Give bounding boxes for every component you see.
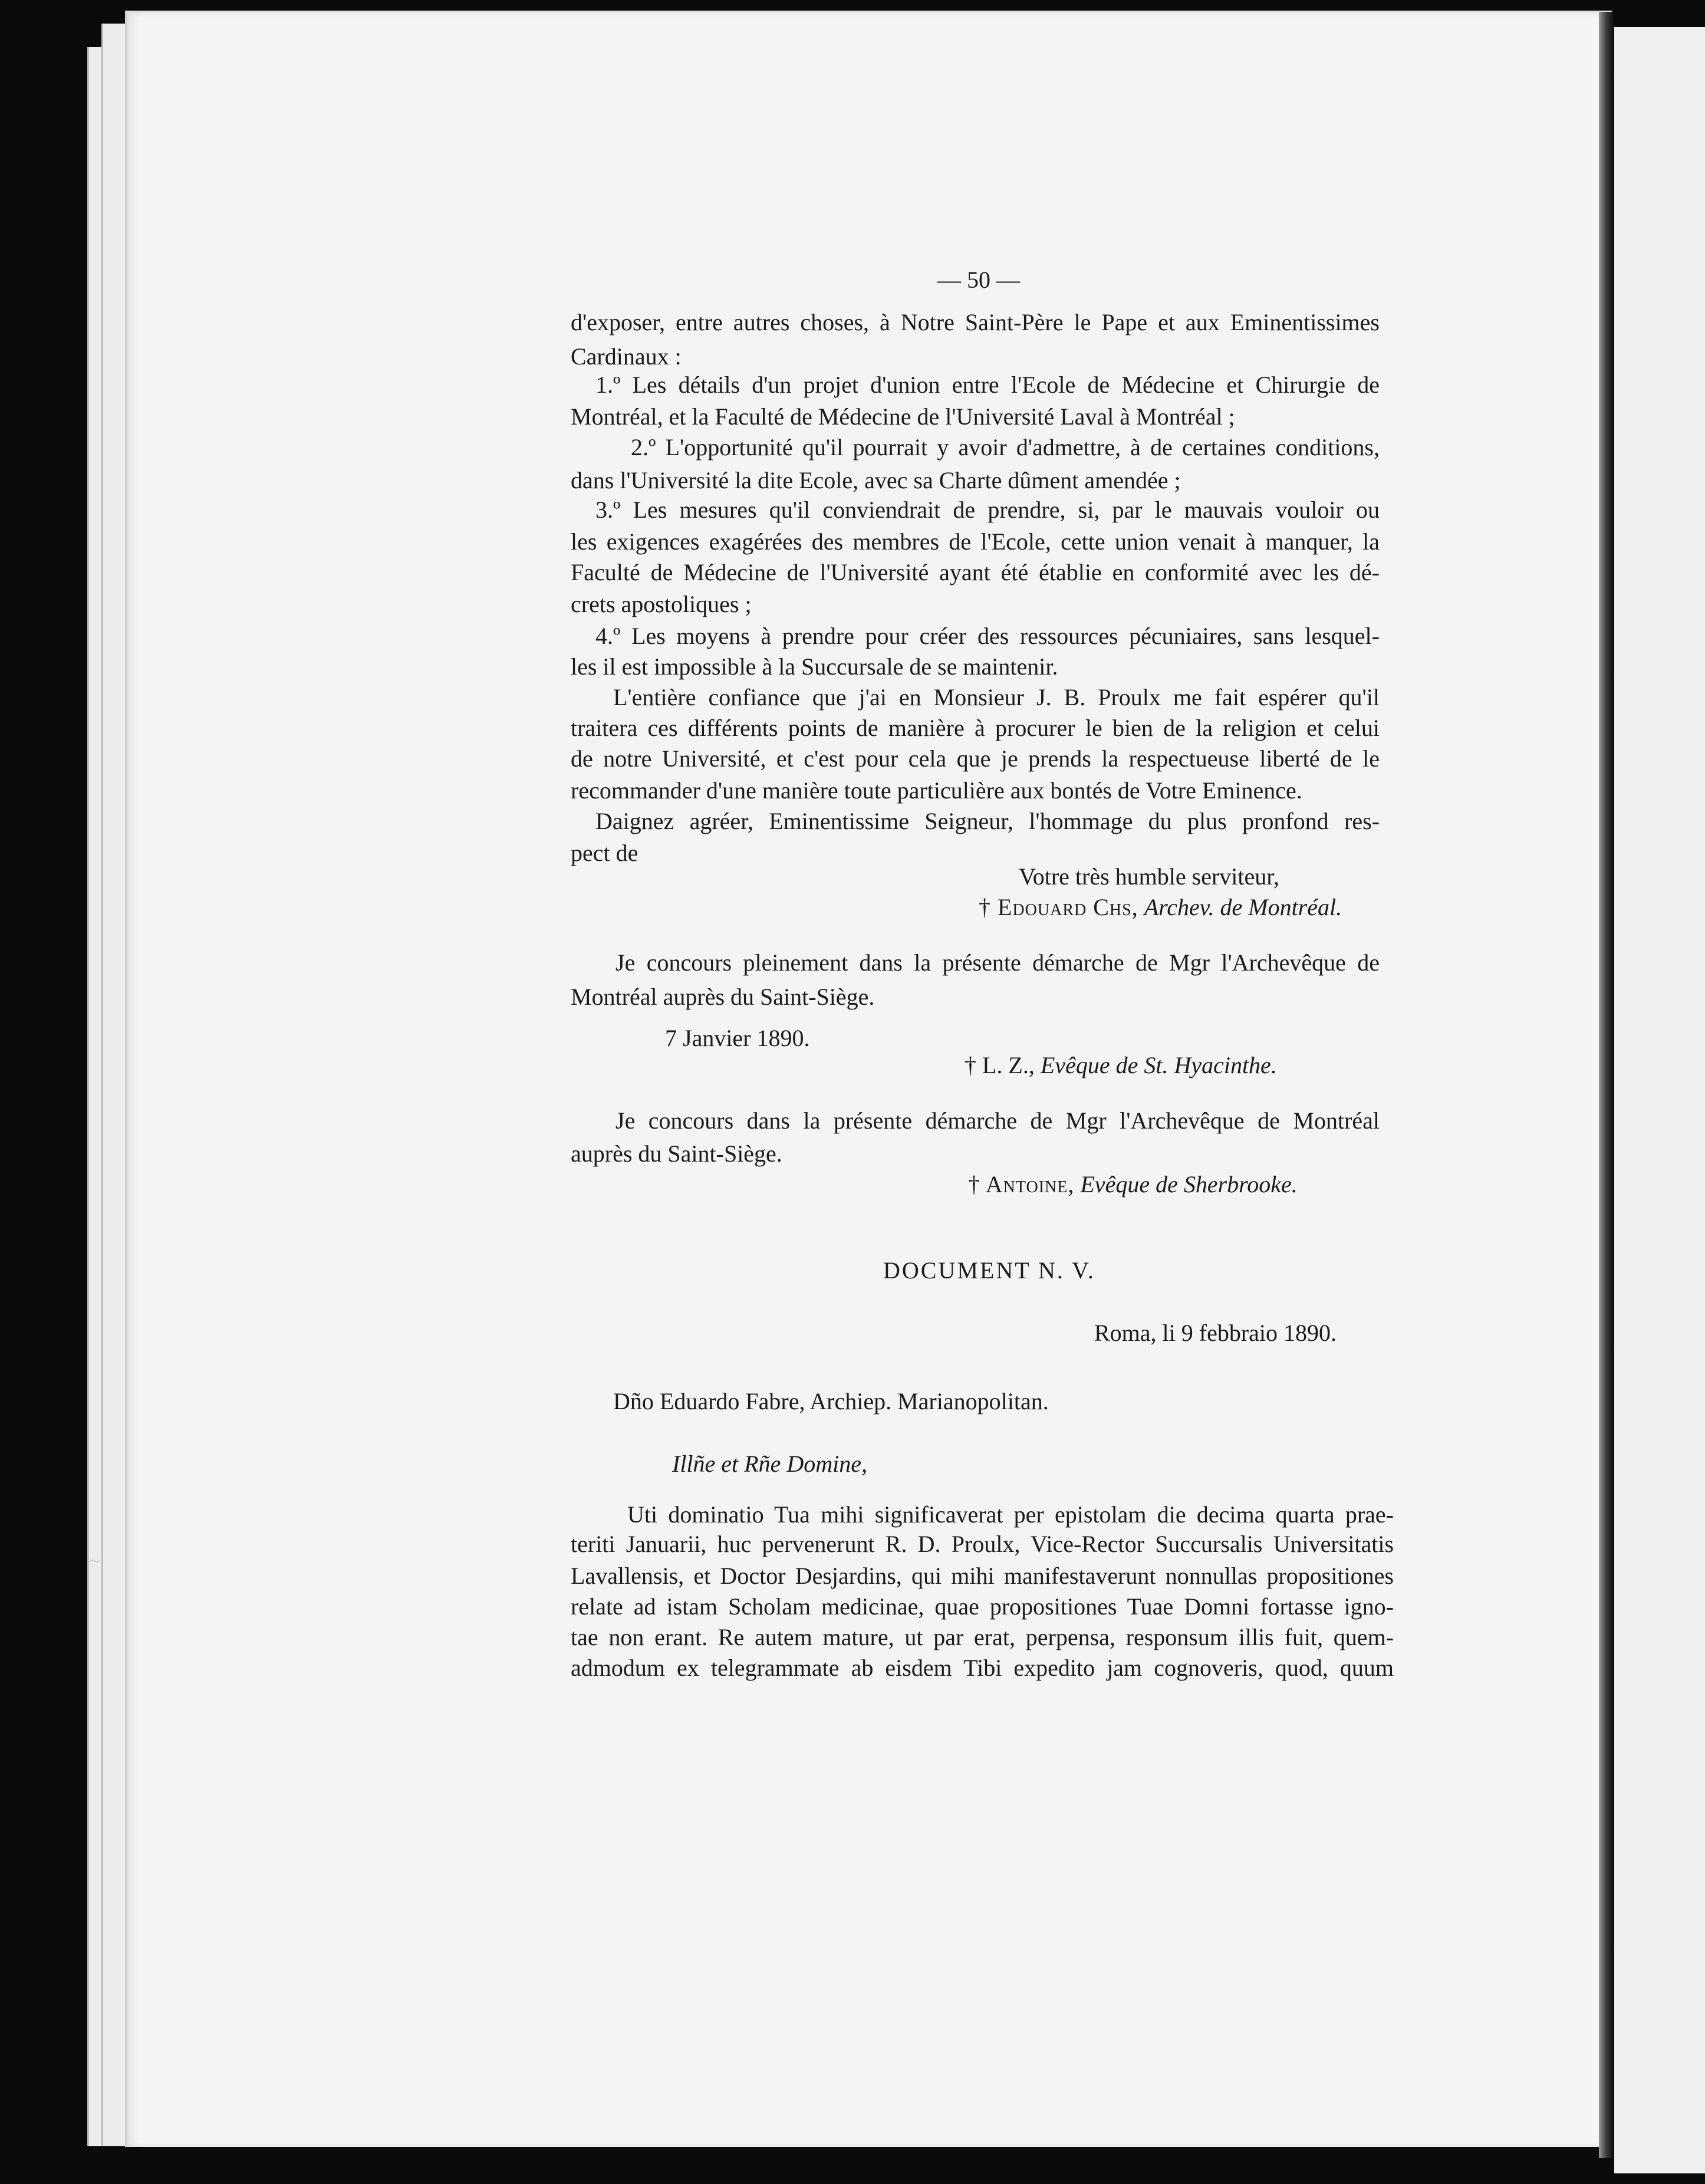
gutter-shadow [1599,12,1614,2158]
text-line: L'entière confiance que j'ai en Monsieur J. B. Proulx me fait espérer qu'il [613,684,1380,711]
text-line: teriti Januarii, huc pervenerunt R. D. Proulx, Vice-Rector Succursalis Universitatis [571,1531,1394,1557]
text-line: de notre Université, et c'est pour cela que je prends la respectueuse liberté de le [571,745,1380,772]
margin-mark: ∼ [87,1551,103,1571]
signature-title: Evêque de St. Hyacinthe. [1040,1052,1277,1078]
text-line: crets apostoliques ; [571,591,752,617]
signature-name: † Edouard Chs, [979,894,1138,920]
text-line: tae non erant. Re autem mature, ut par erat, perpensa, responsum illis fuit, quem- [571,1624,1394,1650]
text-line: traitera ces différents points de manière à procurer le bien de la religion et celui [571,715,1380,741]
text-line: auprès du Saint-Siège. [571,1140,782,1167]
text-line: les il est impossible à la Succursale de se maintenir. [571,653,1058,680]
text-line: 4.º Les moyens à prendre pour créer des ressources pécuniaires, sans lesquel- [595,623,1380,649]
signature-title: Evêque de Sherbrooke. [1080,1171,1298,1198]
concurrence-date: 7 Janvier 1890. [665,1025,810,1051]
text-line: 3.º Les mesures qu'il conviendrait de prendre, si, par le mauvais vouloir ou [595,496,1380,523]
text-line: Je concours pleinement dans la présente démarche de Mgr l'Archevêque de [615,949,1380,976]
text-line: Je concours dans la présente démarche de Mgr l'Archevêque de Montréal [615,1107,1380,1134]
text-line: 2.º L'opportunité qu'il pourrait y avoir d'admettre, à de certaines conditions, [631,434,1380,461]
text-line: admodum ex telegrammate ab eisdem Tibi expedito jam cognoveris, quod, quum [571,1655,1394,1681]
concurrence-signature [968,1169,1298,1200]
document-heading: DOCUMENT N. V. [883,1257,1095,1284]
page-number: — 50 — [937,267,1020,293]
text-line: Cardinaux : [571,343,682,370]
text-line: relate ad istam Scholam medicinae, quae propositiones Tuae Domni fortasse igno- [571,1593,1394,1620]
facing-page-edge [1614,27,1705,2173]
signature-name: † Antoine, [968,1171,1075,1198]
concurrence-signature [965,1050,1277,1081]
text-line: Daignez agréer, Eminentissime Seigneur, l'hommage du plus pronfond res- [595,808,1380,834]
text-line: Uti dominatio Tua mihi significaverat per epistolam die decima quarta prae- [627,1501,1394,1528]
text-line: dans l'Université la dite Ecole, avec sa Charte dûment amendée ; [571,467,1181,494]
underlying-page-mid [101,24,127,2146]
text-line: d'exposer, entre autres choses, à Notre Saint-Père le Pape et aux Eminentissimes [571,309,1380,336]
text-line: recommander d'une manière toute particulière aux bontés de Votre Eminence. [571,777,1302,804]
document-salutation: Illñe et Rñe Domine, [672,1450,867,1477]
text-line: les exigences exagérées des membres de l'Ecole, cette union venait à manquer, la [571,528,1380,555]
letter-closing: Votre très humble serviteur, [1019,863,1279,890]
text-line: Lavallensis, et Doctor Desjardins, qui mihi manifestaverunt nonnullas propositiones [571,1563,1394,1589]
text-line: Faculté de Médecine de l'Université ayant été établie en conformité avec les dé- [571,559,1380,586]
document-addressee: Dño Eduardo Fabre, Archiep. Marianopolitan. [613,1388,1049,1415]
text-line: pect de [571,840,638,866]
document-dateline: Roma, li 9 febbraio 1890. [1094,1320,1337,1346]
signature-name: † L. Z., [965,1052,1035,1078]
signature-title: Archev. de Montréal. [1144,894,1342,920]
text-line: Montréal, et la Faculté de Médecine de l'Université Laval à Montréal ; [571,403,1235,430]
text-line: Montréal auprès du Saint-Siège. [571,984,875,1010]
letter-signature [979,892,1342,923]
text-line: 1.º Les détails d'un projet d'union entre l'Ecole de Médecine et Chirurgie de [595,371,1380,398]
